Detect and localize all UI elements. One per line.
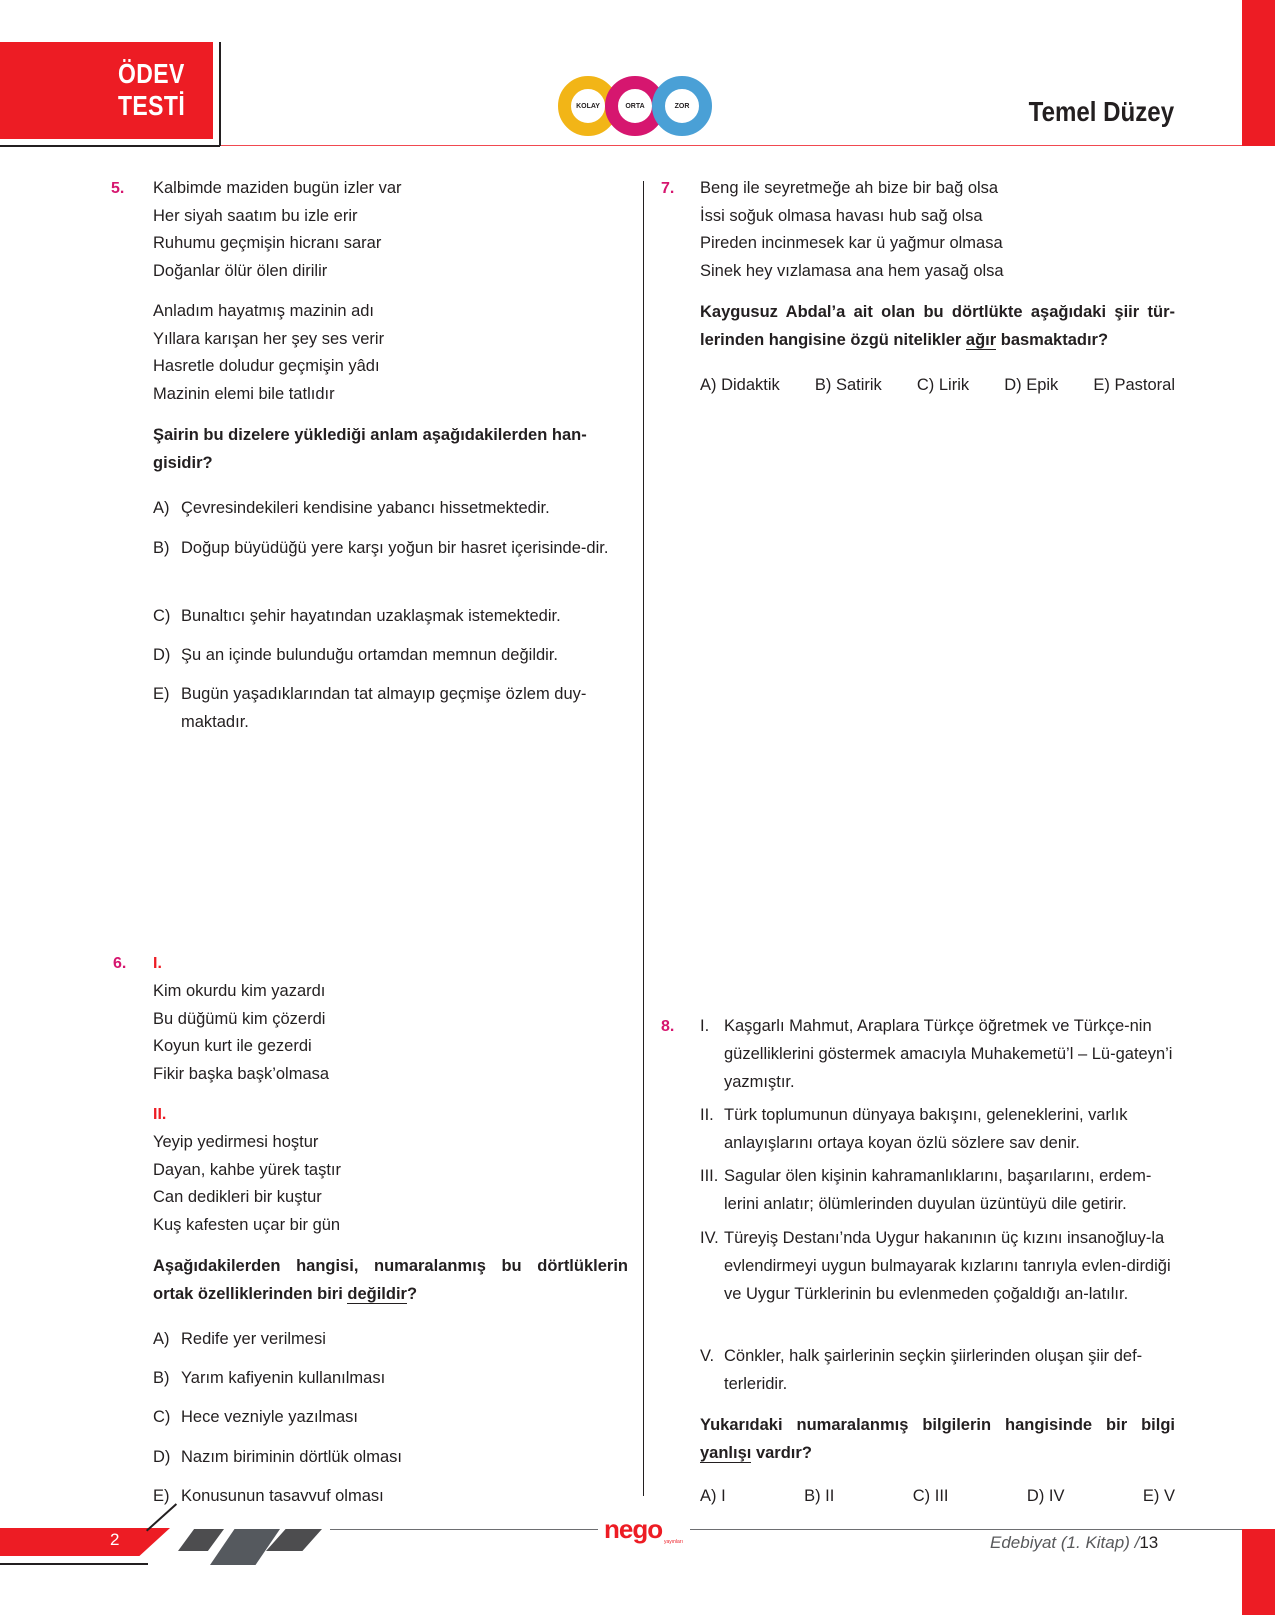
prompt-line: Kaygusuz Abdal’a ait olan bu dörtlükte aşağıdaki şiir tür- <box>700 303 1175 321</box>
column-divider <box>643 181 644 1496</box>
verse-line: Koyun kurt ile gezerdi <box>153 1037 312 1055</box>
level-title: Temel Düzey <box>1028 96 1174 127</box>
answer-option-d[interactable] <box>153 1444 402 1472</box>
prompt-emphasis: değildir <box>347 1285 407 1303</box>
part-label-ii: II. <box>153 1106 167 1123</box>
statement-v <box>700 1342 1175 1398</box>
part-label-i: I. <box>153 955 162 972</box>
verse-line: Fikir başka başk’olmasa <box>153 1064 330 1083</box>
option-label: C) <box>153 607 171 625</box>
header-badge-border-bottom <box>0 145 220 147</box>
book-name: Edebiyat (1. Kitap) / <box>990 1533 1140 1552</box>
verse-line: Her siyah saatım bu izle erir <box>153 206 358 225</box>
question-prompt <box>153 421 587 477</box>
question-number: 8. <box>661 1018 675 1035</box>
answer-option-b[interactable] <box>153 1365 385 1393</box>
statement-label: IV. <box>700 1229 719 1247</box>
statement-label: III. <box>700 1167 719 1185</box>
statement-ii <box>700 1101 1175 1157</box>
answer-option-a[interactable]: A) Didaktik <box>700 376 780 394</box>
difficulty-label: ORTA <box>625 102 645 110</box>
poem-part-2 <box>153 1129 341 1239</box>
option-text: Nazım biriminin dörtlük olması <box>181 1448 402 1466</box>
difficulty-label: ZOR <box>674 102 690 110</box>
option-text: Konusunun tasavvuf olması <box>181 1487 384 1505</box>
verse-line: İssi soğuk olmasa havası hub sağ olsa <box>700 206 983 225</box>
question-prompt <box>700 1411 1175 1467</box>
prompt-line: Şairin bu dizelere yüklediği anlam aşağıdakilerden han- <box>153 426 587 444</box>
option-text: Yarım kafiyenin kullanılması <box>181 1369 386 1387</box>
statement-text: Türeyiş Destanı’nda Uygur hakanının üç kızını insanoğluy-la evlendirmeyi uygun bulmayarak kızlarını tanrıyla evlen-dirdiği ve Uygur Türklerinin bu evlenmeden çoğaldığı an-latılır. <box>724 1229 1171 1303</box>
footer-red-tab <box>0 1528 170 1556</box>
prompt-line <box>700 326 1175 354</box>
answer-option-a[interactable] <box>153 495 623 523</box>
footer-stripe <box>178 1529 224 1551</box>
difficulty-logo <box>558 76 718 136</box>
publisher-logo-subtitle: yayınları <box>664 1539 683 1545</box>
answer-option-e[interactable] <box>153 1483 384 1511</box>
verse-line: Pireden incinmesek kar ü yağmur olmasa <box>700 234 1003 252</box>
header-divider <box>221 145 1246 146</box>
answer-option-a[interactable] <box>153 1326 326 1354</box>
difficulty-ring-zor <box>652 76 712 136</box>
verse-line: Anladım hayatmış mazinin adı <box>153 302 375 320</box>
verse-line: Yeyip yedirmesi hoştur <box>153 1133 319 1151</box>
statement-text: Cönkler, halk şairlerinin seçkin şiirlerinden oluşan şiir def-terleridir. <box>724 1347 1143 1393</box>
question-prompt <box>700 298 1175 354</box>
statement-i <box>700 1012 1175 1096</box>
question-number: 7. <box>661 180 675 197</box>
option-text: Hece vezniyle yazılması <box>181 1408 358 1426</box>
answer-options-row <box>700 376 1175 395</box>
prompt-text: ortak özelliklerinden biri <box>153 1285 348 1303</box>
option-label: A) <box>153 499 170 517</box>
footer-stripe <box>210 1529 280 1565</box>
option-text: Doğup büyüdüğü yere karşı yoğun bir hasret içerisinde-dir. <box>181 539 609 557</box>
option-label: D) <box>153 646 171 664</box>
answer-option-c[interactable]: C) III <box>912 1487 949 1505</box>
prompt-text: vardır? <box>751 1444 812 1462</box>
answer-option-e[interactable] <box>153 681 623 736</box>
question-number: 6. <box>113 955 127 972</box>
statement-label: I. <box>700 1017 710 1035</box>
option-text: Redife yer verilmesi <box>181 1330 326 1348</box>
option-text: Bunaltıcı şehir hayatından uzaklaşmak istemektedir. <box>181 607 561 625</box>
header-badge-border <box>219 42 221 146</box>
verse-line: Dayan, kahbe yürek taştır <box>153 1160 342 1179</box>
prompt-emphasis: yanlışı <box>700 1444 752 1462</box>
verse-line: Sinek hey vızlamasa ana hem yasağ olsa <box>700 261 1004 280</box>
poem-stanza <box>700 175 1004 285</box>
verse-line: Kuş kafesten uçar bir gün <box>153 1215 341 1234</box>
statement-text: Kaşgarlı Mahmut, Araplara Türkçe öğretmek ve Türkçe-nin güzelliklerini göstermek amacıyla Muhakemetü’l – Lü-gateyn’i yazmıştır. <box>724 1017 1173 1091</box>
statement-label: V. <box>700 1347 715 1365</box>
prompt-line: Aşağıdakilerden hangisi, numaralanmış bu dörtlüklerin <box>153 1257 628 1275</box>
answer-option-b[interactable]: B) II <box>804 1487 835 1505</box>
right-edge-bar-top <box>1242 0 1275 146</box>
prompt-emphasis: ağır <box>965 331 997 349</box>
option-label: E) <box>153 685 170 703</box>
statement-iii <box>700 1162 1175 1218</box>
answer-option-a[interactable]: A) I <box>700 1487 726 1505</box>
verse-line: Doğanlar ölür ölen dirilir <box>153 261 328 280</box>
answer-options-row <box>700 1487 1175 1506</box>
poem-stanza-1 <box>153 175 402 285</box>
option-label: B) <box>153 539 170 557</box>
prompt-line <box>700 1439 1175 1467</box>
statement-text: Türk toplumunun dünyaya bakışını, geleneklerini, varlık anlayışlarını ortaya koyan özlü sözlere sav denir. <box>724 1106 1128 1152</box>
page-number-left: 2 <box>110 1530 120 1549</box>
verse-line: Kalbimde maziden bugün izler var <box>153 179 402 197</box>
page-number-right: 13 <box>1139 1533 1159 1552</box>
answer-option-b[interactable]: B) Satirik <box>814 376 882 394</box>
publisher-logo: nego <box>604 1514 663 1544</box>
answer-option-d[interactable]: D) Epik <box>1004 376 1059 394</box>
poem-stanza-2 <box>153 298 384 408</box>
answer-option-c[interactable]: C) Lirik <box>916 376 970 394</box>
prompt-line: Yukarıdaki numaralanmış bilgilerin hangisinde bir bilgi <box>700 1416 1175 1434</box>
answer-option-e[interactable]: E) Pastoral <box>1093 376 1175 394</box>
option-label: B) <box>153 1369 170 1387</box>
verse-line: Kim okurdu kim yazardı <box>153 982 326 1000</box>
verse-line: Bu düğümü kim çözerdi <box>153 1009 326 1028</box>
option-label: C) <box>153 1408 171 1426</box>
answer-option-e[interactable]: E) V <box>1142 1487 1175 1505</box>
header-badge-title <box>118 58 184 122</box>
footer-rule-left <box>330 1529 598 1530</box>
option-label: E) <box>153 1487 170 1505</box>
option-text: Şu an içinde bulunduğu ortamdan memnun değildir. <box>181 646 559 664</box>
verse-line: Beng ile seyretmeğe ah bize bir bağ olsa <box>700 179 999 197</box>
option-label: D) <box>153 1448 171 1466</box>
verse-line: Ruhumu geçmişin hicranı sarar <box>153 234 382 252</box>
answer-option-b[interactable] <box>153 535 623 563</box>
answer-option-c[interactable] <box>153 603 623 631</box>
book-title <box>990 1533 1158 1553</box>
verse-line: Mazinin elemi bile tatlıdır <box>153 384 335 403</box>
answer-option-d[interactable] <box>153 642 623 670</box>
statement-iv <box>700 1224 1175 1308</box>
difficulty-label: KOLAY <box>576 102 600 110</box>
right-edge-bar-bottom <box>1242 1529 1275 1615</box>
footer-underline <box>0 1563 148 1565</box>
statement-text: Sagular ölen kişinin kahramanlıklarını, başarılarını, erdem-lerini anlatır; ölümlerinden duyulan üzüntüyü dile getirir. <box>724 1167 1152 1213</box>
verse-line: Can dedikleri bir kuştur <box>153 1188 322 1206</box>
prompt-text: basmaktadır? <box>996 331 1109 349</box>
option-text: Bugün yaşadıklarından tat almayıp geçmişe özlem duy-maktadır. <box>181 685 587 731</box>
poem-part-1 <box>153 978 329 1088</box>
prompt-line <box>153 1280 628 1308</box>
badge-line-2: TESTİ <box>118 90 186 121</box>
footer-rule-right <box>690 1529 1245 1530</box>
answer-option-c[interactable] <box>153 1404 358 1432</box>
prompt-text: ? <box>406 1285 418 1303</box>
answer-option-d[interactable]: D) IV <box>1026 1487 1065 1505</box>
option-text: Çevresindekileri kendisine yabancı hissetmektedir. <box>181 499 550 517</box>
verse-line: Yıllara karışan her şey ses verir <box>153 329 385 348</box>
option-label: A) <box>153 1330 170 1348</box>
statement-label: II. <box>700 1106 714 1124</box>
question-prompt <box>153 1252 628 1308</box>
prompt-text: lerinden hangisine özgü nitelikler <box>700 331 966 349</box>
verse-line: Hasretle doludur geçmişin yâdı <box>153 357 380 375</box>
prompt-line: gisidir? <box>153 454 213 472</box>
badge-line-1: ÖDEV <box>118 58 185 89</box>
question-number: 5. <box>111 180 125 197</box>
